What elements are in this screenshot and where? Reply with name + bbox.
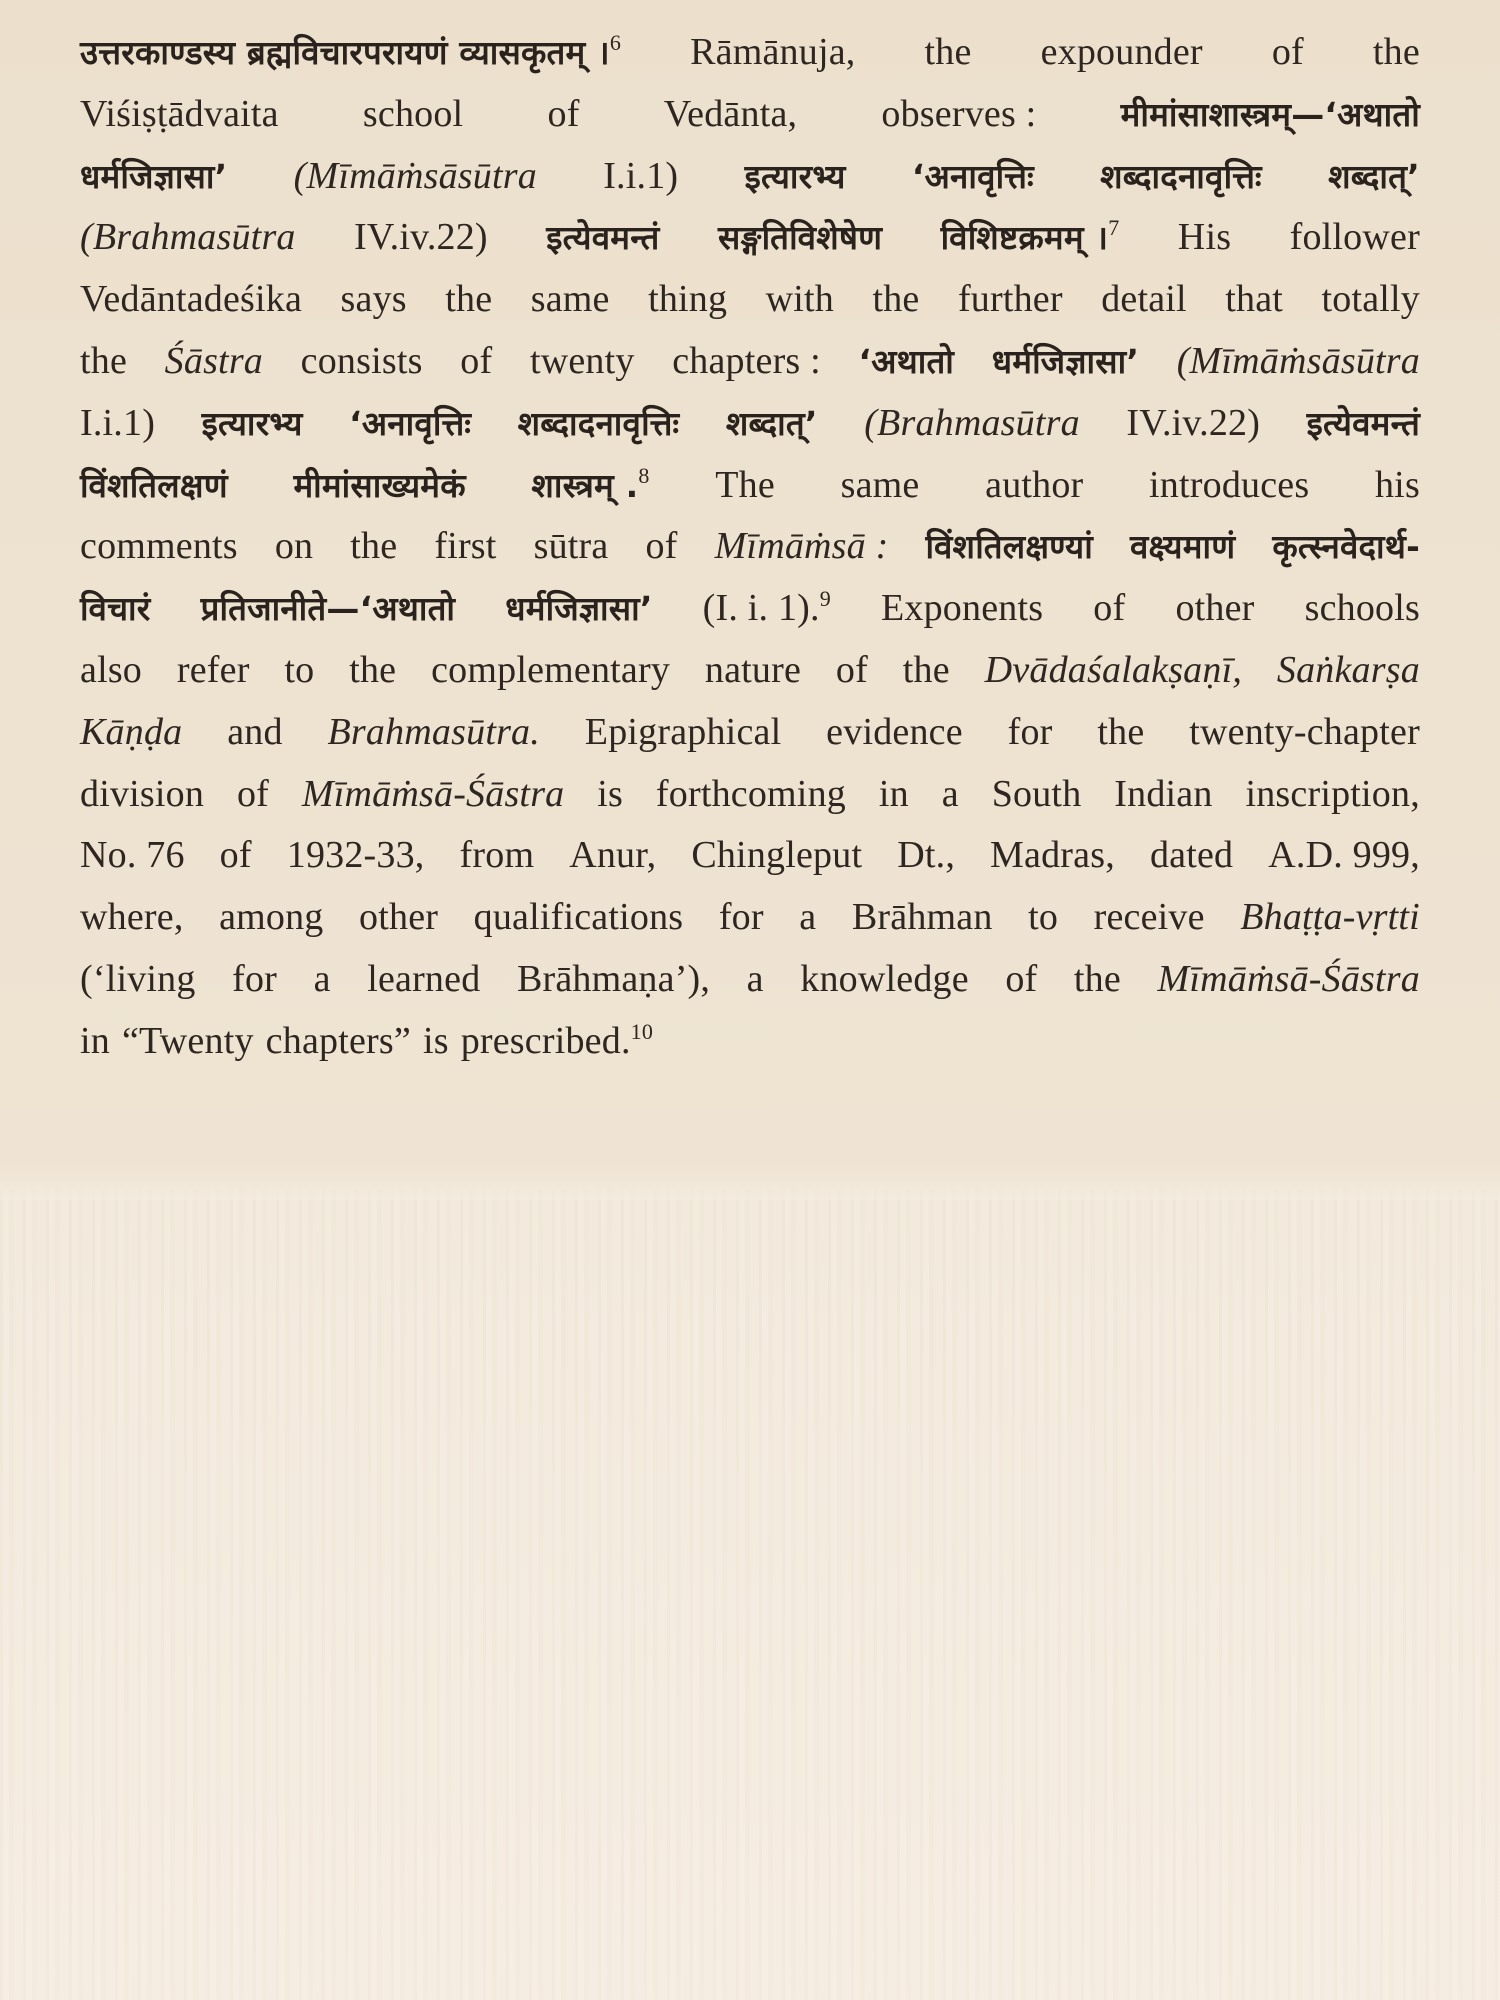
word: the [1073, 957, 1121, 1000]
devanagari-word: ‘अनावृत्तिः [911, 156, 1034, 196]
italic-title: (Brahmasūtra [80, 216, 296, 259]
italic-title: (Mīmāṁsāsūtra [1176, 339, 1420, 382]
italic-title: (Brahmasūtra [864, 401, 1080, 444]
word: the [924, 31, 972, 73]
word: comments [80, 525, 238, 568]
word: receive [1093, 896, 1205, 939]
word: prescribed. [460, 1019, 631, 1062]
text-line-11 [80, 640, 1420, 702]
italic-title: Saṅkarṣa [1276, 648, 1420, 691]
word: a [941, 772, 959, 815]
word: Epigraphical [584, 710, 782, 753]
text-line-7 [80, 393, 1420, 455]
devanagari-quote: धर्मजिज्ञासा’ [80, 156, 228, 196]
word: in [878, 772, 909, 815]
word: detail [1101, 278, 1187, 321]
text-line-13 [80, 764, 1420, 826]
text-line-4 [80, 207, 1420, 269]
word: of [1271, 31, 1304, 73]
text-line-17 [80, 1011, 1420, 1073]
word: further [957, 278, 1063, 321]
footnote-ref-8: 8 [638, 462, 650, 488]
word: the [1097, 710, 1145, 753]
word: introduces [1149, 463, 1310, 506]
word: where, [80, 896, 184, 939]
text-line-8 [80, 455, 1420, 517]
devanagari-word: विंशतिलक्षणं [80, 465, 228, 505]
word: the [872, 278, 920, 321]
word: 1932-33, [286, 834, 425, 877]
footnote-ref-6: 6 [609, 30, 622, 55]
text-line-9 [80, 516, 1420, 578]
text-line-1 [80, 22, 1420, 84]
word: No. 76 [80, 834, 185, 877]
text-line-6 [80, 331, 1420, 393]
italic-title: Brahmasūtra. [327, 710, 540, 753]
word: Anur, [569, 834, 657, 877]
devanagari-word: शब्दात्’ [725, 403, 818, 443]
italic-title: Mīmāṁsā : [714, 525, 889, 568]
word: totally [1321, 278, 1420, 321]
word: His [1177, 216, 1232, 259]
word: (‘living [80, 957, 196, 1000]
word: complementary [431, 648, 671, 691]
devanagari-word: ‘अनावृत्तिः [349, 403, 472, 443]
word: is [597, 772, 624, 815]
word: forthcoming [655, 772, 846, 815]
word: for [718, 896, 764, 939]
body-paragraph [80, 22, 1420, 1073]
word: a [746, 957, 764, 1000]
word: other [1175, 587, 1255, 630]
word: qualifications [473, 896, 684, 939]
word: same [840, 463, 920, 506]
word: of [547, 92, 580, 135]
devanagari-word: विशिष्टक्रमम् । [940, 218, 1109, 258]
word: twenty-chapter [1189, 710, 1420, 753]
word: chapters : [672, 339, 821, 382]
devanagari-word: धर्मजिज्ञासा’ [505, 589, 653, 629]
word: author [985, 463, 1084, 506]
word: on [274, 525, 314, 568]
word: same [530, 278, 610, 321]
word: a [799, 896, 817, 939]
word: to [284, 648, 315, 691]
word: Viśiṣṭādvaita [80, 92, 279, 135]
word: of [236, 772, 270, 815]
devanagari-word: सङ्गतिविशेषेण [717, 218, 883, 258]
devanagari-word: शब्दात्’ [1328, 156, 1420, 196]
word: twenty [529, 339, 635, 382]
word: A.D. 999, [1268, 834, 1420, 877]
word: observes : [881, 92, 1037, 135]
devanagari-word: शब्दादनावृत्तिः [517, 403, 680, 443]
text-line-3 [80, 146, 1420, 208]
word: expounder [1040, 31, 1203, 73]
word: Brāhman [851, 896, 993, 939]
devanagari-word: प्रतिजानीते—‘अथातो [200, 589, 456, 629]
word: Brāhmaṇa’), [516, 957, 711, 1000]
devanagari-word: इत्यारभ्य [744, 156, 846, 196]
word: Chingleput [691, 834, 863, 877]
word: Exponents [880, 587, 1044, 630]
devanagari-quote: मीमांसाशास्त्रम्—‘अथातो [1120, 94, 1420, 134]
devanagari-word: इत्यारभ्य [201, 403, 303, 443]
devanagari-quote: उत्तरकाण्डस्य ब्रह्मविचारपरायणं व्यासकृतम् । [80, 33, 610, 72]
word: for [232, 957, 278, 1000]
italic-title: Mīmāṁsā-Śāstra [1157, 957, 1420, 1000]
word: his [1374, 463, 1420, 506]
page-fade [0, 1160, 1500, 1200]
word: of [645, 525, 678, 568]
word: Rāmānuja, [690, 31, 856, 73]
word: the [350, 525, 398, 568]
word: of [1093, 587, 1126, 630]
word: nature [704, 648, 802, 691]
blank-page-area [0, 1190, 1500, 2000]
footnote-ref-7: 7 [1108, 215, 1120, 241]
devanagari-word: शास्त्रम् . [531, 465, 639, 505]
word: first [434, 525, 497, 568]
word: evidence [826, 710, 963, 753]
word: schools [1304, 587, 1420, 630]
devanagari-word: धर्मजिज्ञासा’ [991, 341, 1140, 381]
text-line-2 [80, 84, 1420, 146]
italic-title: Kāṇḍa [80, 710, 183, 753]
word: with [765, 278, 834, 321]
word: in [80, 1019, 110, 1062]
word: the [1372, 31, 1420, 73]
word: is [422, 1019, 449, 1062]
devanagari-word: कृत्स्नवेदार्थ- [1272, 527, 1420, 567]
devanagari-word: वक्ष्यमाणं [1129, 527, 1236, 567]
word: and [227, 710, 283, 753]
text-line-14 [80, 825, 1420, 887]
word: South [991, 772, 1082, 815]
word: the [349, 648, 397, 691]
word: among [219, 896, 324, 939]
word: Vedāntadeśika [80, 278, 303, 321]
word: a [313, 957, 331, 1000]
word: of [219, 834, 252, 877]
word: the [80, 339, 128, 382]
word: the [902, 648, 950, 691]
text-line-16 [80, 949, 1420, 1011]
word: knowledge [800, 957, 969, 1000]
word: Dt., [897, 834, 956, 877]
word: the [445, 278, 493, 321]
italic-title: Dvādaśalakṣaṇī, [984, 648, 1243, 691]
word: I.i.1) [80, 401, 156, 444]
word: school [362, 92, 464, 135]
word: dated [1149, 834, 1234, 877]
word: to [1028, 896, 1059, 939]
devanagari-word: मीमांसाख्यमेकं [293, 465, 466, 505]
devanagari-word: विंशतिलक्षण्यां [925, 527, 1093, 567]
word: sūtra [533, 525, 609, 568]
word: The [715, 463, 775, 506]
text-line-12 [80, 702, 1420, 764]
word: thing [648, 278, 728, 321]
word: for [1007, 710, 1053, 753]
word: consists [300, 339, 423, 382]
text-line-5 [80, 269, 1420, 331]
word: that [1225, 278, 1284, 321]
word: (I. i. 1). [702, 587, 820, 630]
word: “Twenty [121, 1019, 254, 1062]
word: division [80, 772, 205, 815]
word: inscription, [1245, 772, 1420, 815]
devanagari-word: इत्येवमन्तं [546, 218, 660, 258]
word: from [459, 834, 535, 877]
word: follower [1289, 216, 1420, 259]
italic-term: Śāstra [164, 339, 264, 382]
word: chapters” [265, 1019, 411, 1062]
word: learned [367, 957, 481, 1000]
italic-title: Mīmāṁsā-Śāstra [301, 772, 565, 815]
footnote-ref-9: 9 [819, 586, 831, 612]
word: of [460, 339, 493, 382]
word: Vedānta, [663, 92, 798, 135]
word: refer [176, 648, 250, 691]
word: of [835, 648, 868, 691]
word: says [340, 278, 407, 321]
word: of [1005, 957, 1038, 1000]
word: I.i.1) [603, 154, 679, 197]
devanagari-word: इत्येवमन्तं [1306, 403, 1420, 443]
word: IV.iv.22) [354, 216, 488, 259]
text-line-10 [80, 578, 1420, 640]
word: IV.iv.22) [1126, 401, 1261, 444]
footnote-ref-10: 10 [630, 1018, 654, 1044]
devanagari-word: ‘अथातो [858, 341, 955, 381]
italic-title: (Mīmāṁsāsūtra [293, 154, 537, 197]
text-line-15 [80, 887, 1420, 949]
word: Indian [1114, 772, 1213, 815]
word: also [80, 648, 143, 691]
devanagari-word: शब्दादनावृत्तिः [1100, 156, 1262, 196]
devanagari-word: विचारं [80, 589, 151, 629]
word: other [359, 896, 439, 939]
word: Madras, [990, 834, 1115, 877]
italic-term: Bhaṭṭa-vṛtti [1240, 896, 1420, 939]
